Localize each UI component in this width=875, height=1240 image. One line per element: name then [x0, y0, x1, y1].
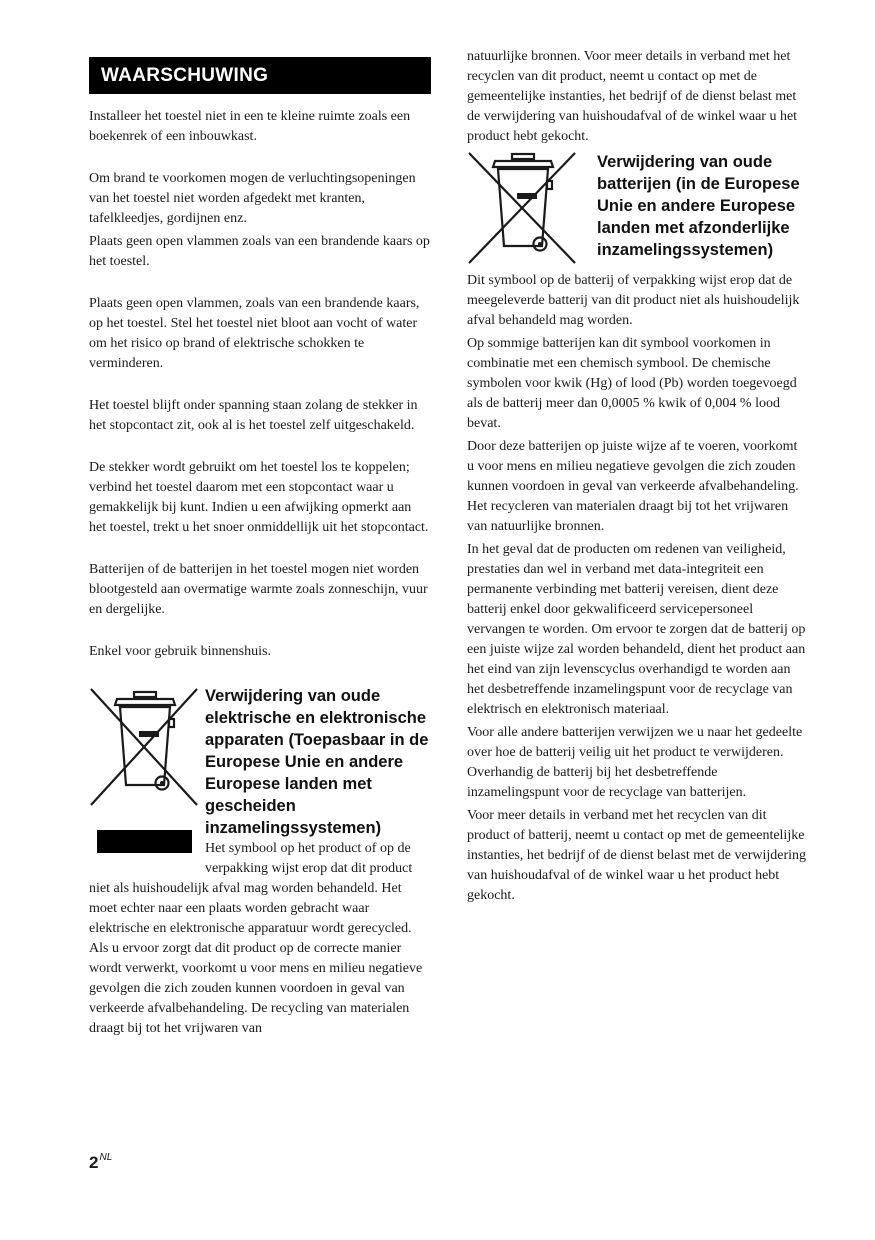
- weee-section: [89, 685, 431, 1039]
- crossed-bin-icon: [467, 151, 579, 266]
- page-number-value: 2: [89, 1153, 99, 1172]
- weee-symbol: [89, 685, 205, 865]
- paragraph: Batterijen of de batterijen in het toestel mogen niet worden blootgesteld aan overmatige warmte zoals zonneschijn, vuur en dergelijke.: [89, 562, 428, 617]
- paragraph: Voor alle andere batterijen verwijzen we u naar het gedeelte over hoe de batterij veilig uit het product te verwijderen. Overhandig de batterij bij het desbetreffende inzamelingspunt voor de recyclage van batterijen.: [467, 725, 803, 800]
- paragraph: Plaats geen open vlammen zoals van een brandende kaars op het toestel.: [89, 234, 430, 269]
- paragraph: Het toestel blijft onder spanning staan zolang de stekker in het stopcontact zit, ook al is het toestel zelf uitgeschakeld.: [89, 398, 418, 433]
- paragraph: Door deze batterijen op juiste wijze af te voeren, voorkomt u voor mens en milieu negatieve gevolgen die zich zouden kunnen voordoen in geval van verkeerde afvalbehandeling. Het recycleren van materialen draagt bij tot het vrijwaren van natuurlijke bronnen.: [467, 439, 799, 534]
- warning-banner: WAARSCHUWING: [89, 57, 431, 94]
- paragraph: In het geval dat de producten om redenen van veiligheid, prestaties dan wel in verband met data-integriteit een permanente verbinding met batterij vereisen, dient deze batterij enkel door gekwalificeerd servicepersoneel vervangen te worden. Om ervoor te zorgen dat de batterij op een juiste wijze zal worden behandeld, dient het product aan het eind van zijn levenscyclus overhandigd te worden aan het desbetreffende inzamelingspunt voor de recyclage van elektrisch en elektronisch materiaal.: [467, 542, 806, 717]
- paragraph: Installeer het toestel niet in een te kleine ruimte zoals een boekenrek of een inbouwkast.: [89, 109, 411, 144]
- paragraph: Plaats geen open vlammen, zoals van een brandende kaars, op het toestel. Stel het toestel niet bloot aan vocht of water om het risico op brand of elektrische schokken te verminderen.: [89, 296, 420, 371]
- language-code: NL: [99, 1152, 113, 1163]
- left-column: [89, 57, 431, 1039]
- battery-symbol: [467, 151, 597, 271]
- crossed-bin-icon: [89, 685, 201, 810]
- battery-heading: Verwijdering van oude batterijen (in de Europese Unie en andere Europese landen met afzonderlijke inzamelingssystemen): [597, 153, 800, 259]
- paragraph: Om brand te voorkomen mogen de verluchtingsopeningen van het toestel niet worden afgedekt met kranten, tafelkleedjes, gordijnen enz.: [89, 171, 416, 226]
- paragraph: De stekker wordt gebruikt om het toestel los te koppelen; verbind het toestel daarom met een stopcontact waar u gemakkelijk bij kunt. Indien u een afwijking opmerkt aan het toestel, trekt u het snoer onmiddellijk uit het stopcontact.: [89, 460, 429, 535]
- paragraph: natuurlijke bronnen. Voor meer details in verband met het recyclen van dit product, neemt u contact op met de gemeentelijke instanties, het bedrijf of de dienst belast met de verwijdering van huishoudafval of de winkel waar u het product hebt gekocht.: [467, 49, 798, 144]
- solid-bar: [97, 830, 192, 853]
- paragraph: Dit symbool op de batterij of verpakking wijst erop dat de meegeleverde batterij van dit product niet als huishoudelijk afval behandeld mag worden.: [467, 273, 800, 328]
- weee-heading: Verwijdering van oude elektrische en elektronische apparaten (Toepasbaar in de Europese Unie en andere Europese landen met gescheiden inzamelingssystemen): [205, 687, 429, 837]
- paragraph: Op sommige batterijen kan dit symbool voorkomen in combinatie met een chemisch symbool. De chemische symbolen voor kwik (Hg) of lood (Pb) worden toegevoegd als de batterij meer dan 0,0005 % kwik of 0,004 % lood bevat.: [467, 336, 797, 431]
- right-column: [467, 47, 807, 906]
- weee-text: Het symbool op het product of op de verpakking wijst erop dat dit product niet als huishoudelijk afval mag worden behandeld. Het moet echter naar een plaats worden gebracht waar elektrische en elektronische apparatuur wordt gerecycled. Als u ervoor zorgt dat dit product op de correcte manier wordt verwerkt, voorkomt u voor mens en milieu negatieve gevolgen die zich zouden kunnen voordoen in geval van verkeerde afvalbehandeling. De recycling van materialen draagt bij tot het vrijwaren van: [89, 841, 423, 1036]
- page-number: [89, 1152, 112, 1173]
- paragraph: Enkel voor gebruik binnenshuis.: [89, 644, 271, 659]
- battery-section: [467, 151, 807, 906]
- paragraph: Voor meer details in verband met het recyclen van dit product of batterij, neemt u contact op met de gemeentelijke instanties, het bedrijf of de dienst belast met de verwijdering van huishoudafval of de winkel waar u het product hebt gekocht.: [467, 808, 807, 903]
